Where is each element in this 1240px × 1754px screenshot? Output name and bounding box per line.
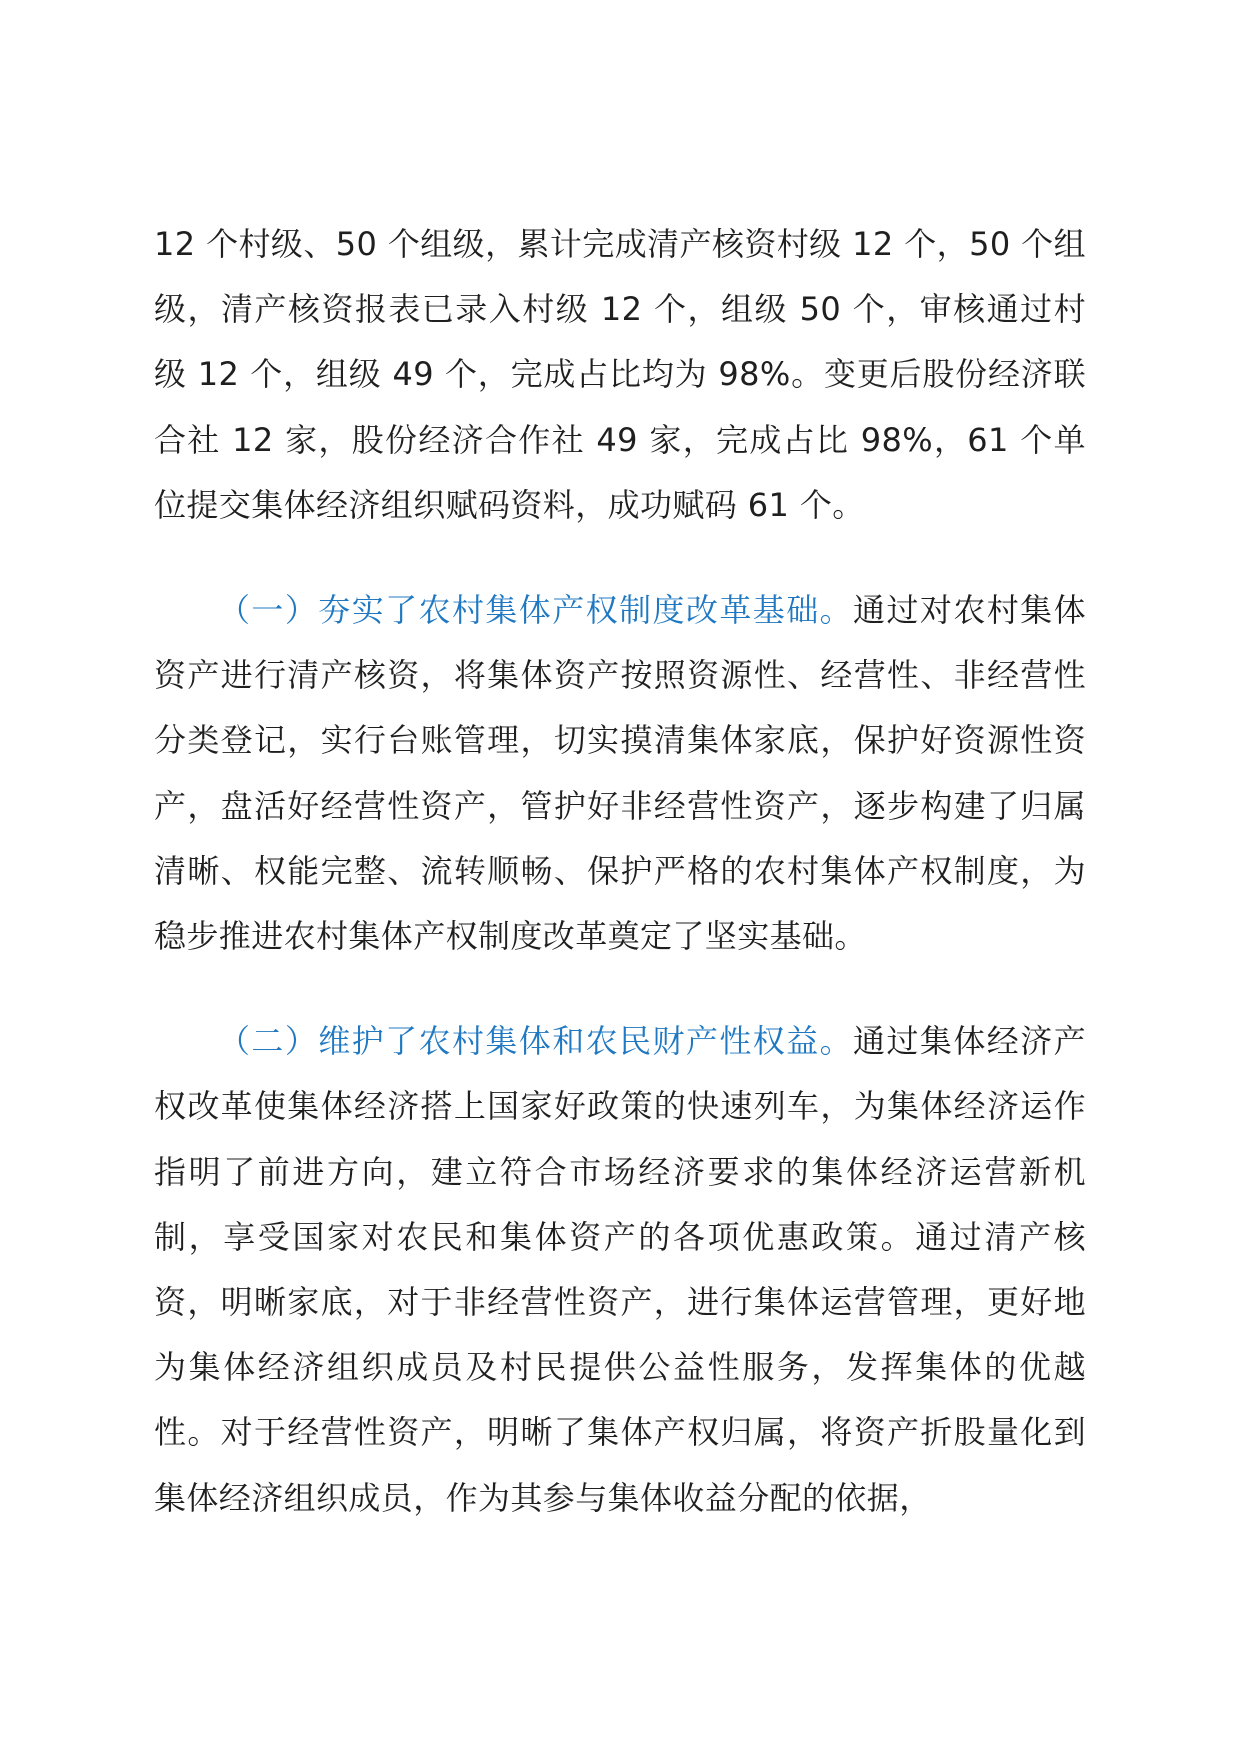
paragraph-statistics — [154, 212, 1086, 538]
paragraph-text: 通过集体经济产权改革使集体经济搭上国家好政策的快速列车，为集体经济运作指明了前进方向，建立符合市场经济要求的集体经济运营新机制，享受国家对农民和集体资产的各项优惠政策。通过清产核资，明晰家底，对于非经营性资产，进行集体运营管理，更好地为集体经济组织成员及村民提供公益性服务，发挥集体的优越性。对于经营性资产，明晰了集体产权归属，将资产折股量化到集体经济组织成员，作为其参与集体收益分配的依据， — [154, 1022, 1086, 1517]
paragraph-section-2 — [154, 1009, 1086, 1531]
paragraph-text: 通过对农村集体资产进行清产核资，将集体资产按照资源性、经营性、非经营性分类登记，实行台账管理，切实摸清集体家底，保护好资源性资产，盘活好经营性资产，管护好非经营性资产，逐步构建了归属清晰、权能完整、流转顺畅、保护严格的农村集体产权制度，为稳步推进农村集体产权制度改革奠定了坚实基础。 — [154, 591, 1086, 956]
section-heading: （二）维护了农村集体和农民财产性权益。 — [218, 1022, 854, 1061]
paragraph-text: 12 个村级、50 个组级，累计完成清产核资村级 12 个，50 个组级，清产核资报表已录入村级 12 个，组级 50 个，审核通过村级 12 个，组级 49 个，完成占比均为 98%。变更后股份经济联合社 12 家，股份经济合作社 49 家，完成占比 98%，61 个单位提交集体经济组织赋码资料，成功赋码 61 个。 — [154, 225, 1086, 524]
paragraph-section-1 — [154, 578, 1086, 969]
document-body — [154, 212, 1086, 1531]
section-heading: （一）夯实了农村集体产权制度改革基础。 — [218, 591, 854, 630]
